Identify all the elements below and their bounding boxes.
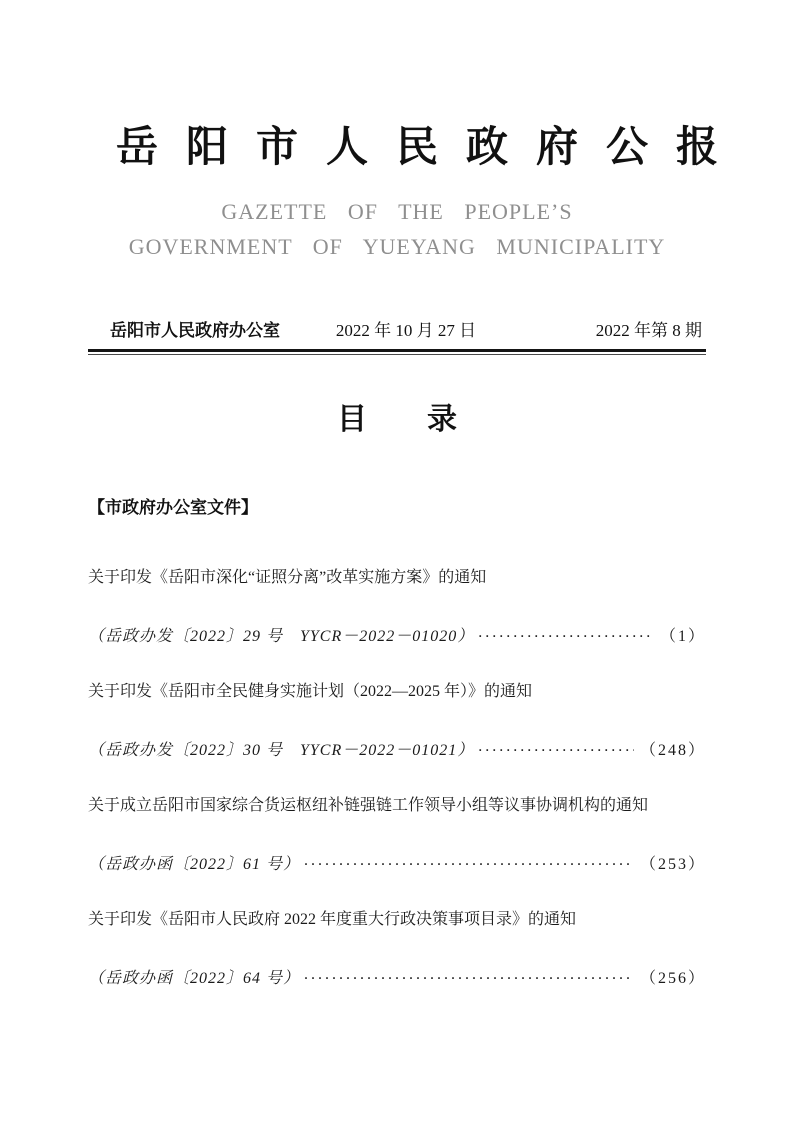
dot-leader: [478, 624, 654, 642]
toc-entry-refline: [88, 720, 706, 777]
publication-date: 2022 年 10 月 27 日: [335, 321, 477, 340]
toc-entry-list: [88, 549, 706, 1005]
gazette-title-english: [88, 194, 706, 264]
toc-entry-refline: [88, 834, 706, 891]
issue-number: 2022 年第 8 期: [595, 321, 702, 340]
toc-entry-title: 关于成立岳阳市国家综合货运枢纽补链强链工作领导小组等议事协调机构的通知: [88, 797, 649, 814]
toc-entry-page-number: （253）: [639, 856, 706, 873]
dot-leader: [304, 966, 634, 984]
dot-leader: [304, 852, 634, 870]
toc-entry-refline: [88, 948, 706, 1005]
masthead-rule-thin: [88, 354, 706, 355]
dot-leader: [478, 738, 634, 756]
masthead-rule-thick: [88, 349, 706, 352]
gazette-title-english-line2: GOVERNMENT OF YUEYANG MUNICIPALITY: [128, 234, 666, 259]
toc-entry-title: 关于印发《岳阳市深化“证照分离”改革实施方案》的通知: [88, 569, 487, 586]
publishing-office: 岳阳市人民政府办公室: [110, 321, 280, 340]
gazette-title-chinese: 岳阳市人民政府公报: [116, 125, 747, 171]
toc-entry-reference: （岳政办函〔2022〕61 号）: [88, 856, 301, 873]
toc-entry-reference: （岳政办发〔2022〕29 号 YYCR－2022－01020）: [88, 628, 475, 645]
toc-entry-title: 关于印发《岳阳市全民健身实施计划（2022—2025 年）》的通知: [88, 683, 533, 700]
toc-entry-page-number: （256）: [639, 970, 706, 987]
toc-heading: 目 录: [337, 403, 457, 436]
toc-entry-reference: （岳政办发〔2022〕30 号 YYCR－2022－01021）: [88, 742, 475, 759]
toc-section-heading: 【市政府办公室文件】: [88, 498, 258, 517]
toc-entry-title: 关于印发《岳阳市人民政府 2022 年度重大行政决策事项目录》的通知: [88, 911, 577, 928]
toc-entry-reference: （岳政办函〔2022〕64 号）: [88, 970, 301, 987]
toc-entry-page-number: （248）: [639, 742, 706, 759]
toc-entry-refline: [88, 606, 706, 663]
masthead-info-row: [88, 318, 706, 344]
gazette-title-english-line1: GAZETTE OF THE PEOPLE’S: [221, 199, 573, 224]
toc-entry-page-number: （1）: [659, 628, 706, 645]
